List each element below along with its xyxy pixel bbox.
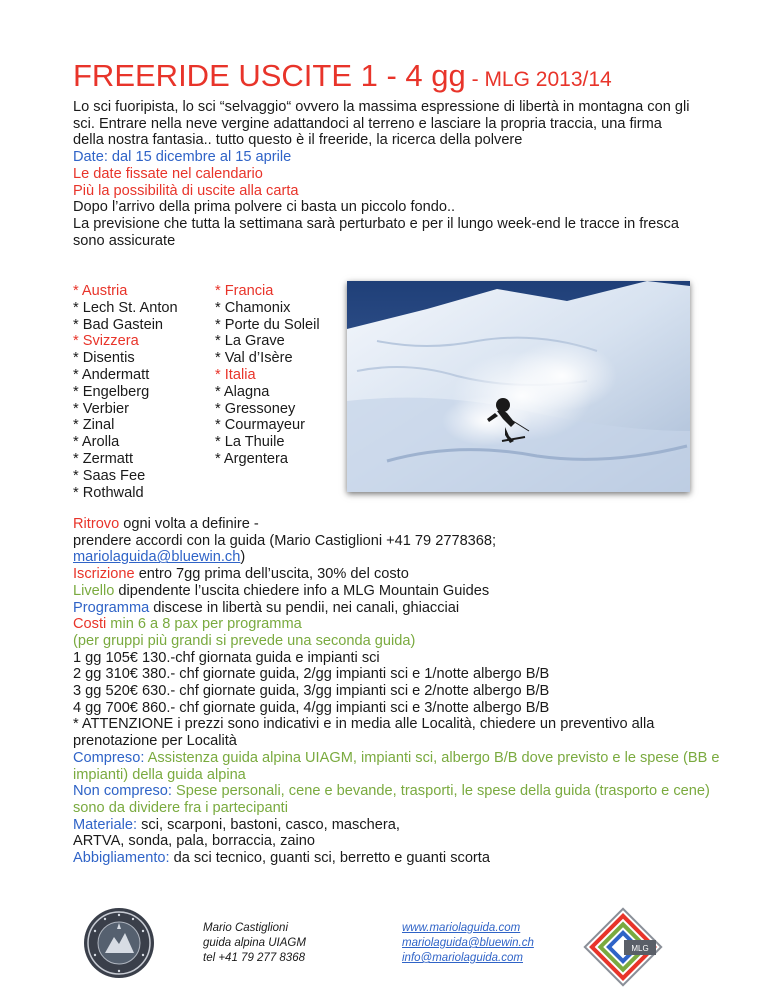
destination-item: * La Thuile [215, 434, 285, 451]
footer-contact [203, 921, 306, 966]
mlg-logo [582, 906, 664, 988]
accordi-email-link[interactable]: mariolaguida@bluewin.ch [73, 549, 241, 566]
compreso-text: Assistenza guida alpina UIAGM, impianti sci, albergo B/B dove previsto e le spese (BB e impianti) della guida alpina [73, 749, 720, 783]
destination-item: * La Grave [215, 333, 285, 350]
compreso-line [73, 750, 733, 783]
footer-info-email-link[interactable]: info@mariolaguida.com [402, 952, 523, 964]
ritrovo-label: Ritrovo [73, 516, 120, 532]
destination-item: * Rothwald [73, 484, 144, 501]
destination-item: * Zinal [73, 417, 115, 434]
destination-item: * Engelberg [73, 383, 150, 400]
footer-role: guida alpina UIAGM [203, 937, 306, 949]
programma-text: discese in libertà su pendii, nei canali, ghiacciai [149, 599, 460, 616]
footer-links [402, 921, 534, 966]
compreso-label: Compreso: [73, 749, 145, 766]
intro-section [73, 99, 693, 249]
materiale-label: Materiale: [73, 816, 138, 833]
costi-note: (per gruppi più grandi si prevede una seconda guida) [73, 632, 416, 649]
intro-fixed-dates: Le date fissate nel calendario [73, 165, 263, 182]
freeride-photo-svg [347, 281, 690, 492]
intro-powder-2: La previsione che tutta la settimana sarà perturbato e per il lungo week-end le tracce in fresca sono assicurate [73, 215, 679, 249]
footer-email-link[interactable]: mariolaguida@bluewin.ch [402, 937, 534, 949]
non-compreso-text: Spese personali, cene e bevande, trasporti, le spese della guida (trasporto e cene) sono da dividere fra i partecipanti [73, 783, 710, 816]
intro-powder-1: Dopo l’arrivo della prima polvere ci basta un piccolo fondo.. [73, 199, 456, 216]
destination-item: * Zermatt [73, 450, 134, 467]
destination-country: * Francia [215, 283, 274, 299]
destination-item: * Disentis [73, 350, 135, 367]
livello-label: Livello [73, 582, 115, 599]
title-main: FREERIDE USCITE 1 - 4 gg [73, 58, 466, 93]
logo-text: MLG [631, 944, 649, 953]
price-line: 3 gg 520€ 630.- chf giornate guida, 3/gg impianti sci e 2/notte albergo B/B [73, 683, 550, 700]
destination-item: * Chamonix [215, 299, 291, 316]
destination-item: * Arolla [73, 434, 120, 451]
destination-item: * Bad Gastein [73, 316, 164, 333]
destination-country: * Austria [73, 283, 128, 299]
footer-phone: tel +41 79 277 8368 [203, 952, 305, 964]
accordi-text: prendere accordi con la guida (Mario Castiglioni +41 79 2778368; [73, 532, 497, 549]
destination-item: * Courmayeur [215, 417, 306, 434]
price-line: 2 gg 310€ 380.- chf giornate guida, 2/gg impianti sci e 1/notte albergo B/B [73, 666, 550, 683]
footer-name: Mario Castiglioni [203, 922, 289, 934]
title-sub: - MLG 2013/14 [465, 68, 612, 91]
iscrizione-text: entro 7gg prima dell’uscita, 30% del costo [134, 566, 409, 583]
footer-website-link[interactable]: www.mariolaguida.com [402, 922, 521, 934]
destination-item: * Gressoney [215, 400, 296, 417]
abbigliamento-line [73, 850, 733, 867]
destination-country: * Italia [215, 366, 256, 383]
abbigliamento-label: Abbigliamento: [73, 850, 170, 867]
attenzione-note: * ATTENZIONE i prezzi sono indicativi e in media alle Località, chiedere un preventivo alla prenotazione per Località [73, 716, 655, 750]
destination-item: * Lech St. Anton [73, 299, 178, 316]
livello-line [73, 583, 733, 600]
costi-label: Costi [73, 616, 107, 633]
abbigliamento-text: da sci tecnico, guanti sci, berretto e guanti scorta [169, 850, 490, 867]
non-compreso-label: Non compreso: [73, 783, 172, 800]
programma-label: Programma [73, 599, 150, 616]
non-compreso-line [73, 783, 733, 816]
materiale-text: sci, scarponi, bastoni, casco, maschera, [137, 816, 400, 833]
intro-dates: Date: dal 15 dicembre al 15 aprile [73, 149, 292, 166]
iscrizione-line [73, 566, 733, 583]
accordi-close: ) [240, 549, 246, 566]
freeride-photo [347, 281, 690, 492]
iscrizione-label: Iscrizione [73, 566, 135, 583]
price-line: 1 gg 105€ 130.-chf giornata guida e impianti sci [73, 649, 380, 666]
ritrovo-text: ogni volta a definire - [119, 516, 259, 532]
livello-text: dipendente l’uscita chiedere info a MLG Mountain Guides [114, 582, 490, 599]
guide-association-seal-icon [83, 907, 155, 979]
page-title [73, 60, 612, 91]
accordi-line [73, 533, 733, 566]
intro-description: Lo sci fuoripista, lo sci “selvaggio“ ovvero la massima espressione di libertà in montagna con gli sci. Entrare nella neve vergine adattandoci al terreno e lasciare la propria traccia, una firma della nostra fantasia.. tutto questo è il freeride, la ricerca della polvere [73, 99, 690, 149]
details-section [73, 516, 733, 867]
destination-item: * Argentera [215, 450, 289, 467]
costi-text: min 6 a 8 pax per programma [106, 616, 302, 633]
destination-item: * Val d’Isère [215, 350, 293, 367]
destination-item: * Verbier [73, 400, 129, 417]
destinations-list-1 [73, 283, 178, 501]
destinations-list-2 [215, 283, 320, 468]
intro-possibility: Più la possibilità di uscite alla carta [73, 182, 299, 199]
destination-item: * Saas Fee [73, 467, 146, 484]
price-line: 4 gg 700€ 860.- chf giornate guida, 4/gg impianti sci e 3/notte albergo B/B [73, 699, 550, 716]
materiale-line [73, 817, 733, 850]
destination-item: * Porte du Soleil [215, 316, 320, 333]
costi-line [73, 616, 733, 633]
destination-country: * Svizzera [73, 333, 139, 350]
destination-item: * Alagna [215, 383, 270, 400]
programma-line [73, 600, 733, 617]
destination-item: * Andermatt [73, 366, 150, 383]
ritrovo-line [73, 516, 733, 533]
materiale-text-2: ARTVA, sonda, pala, borraccia, zaino [73, 833, 316, 850]
